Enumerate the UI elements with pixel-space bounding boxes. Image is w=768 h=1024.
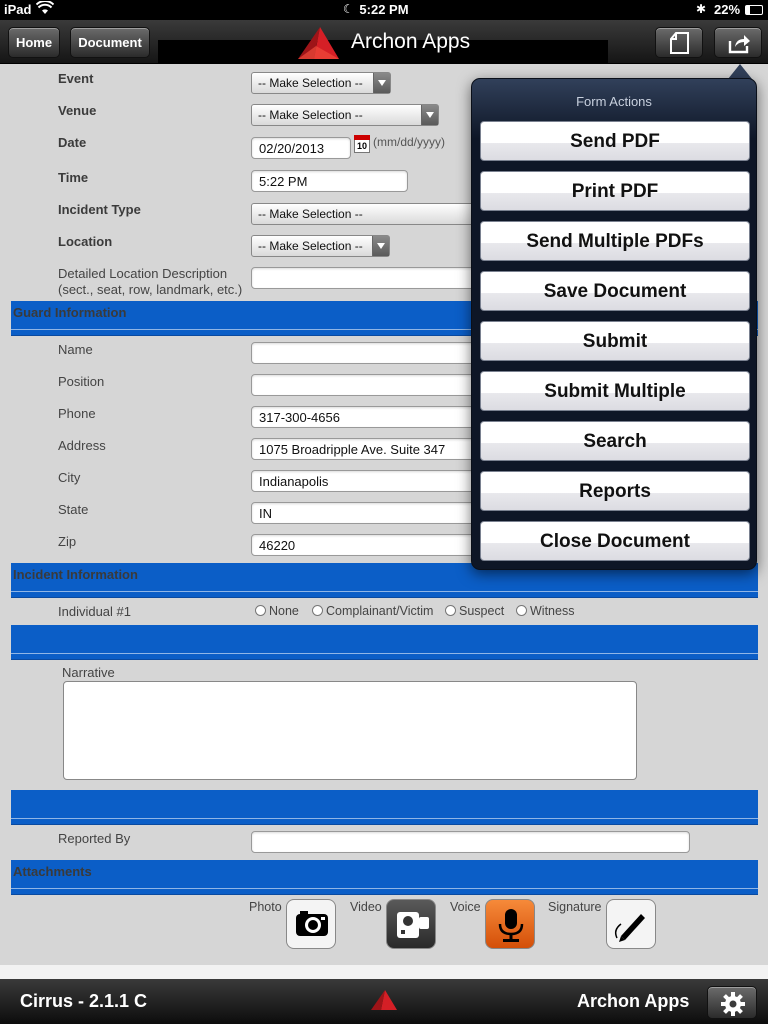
chevron-down-icon: [372, 236, 389, 256]
camera-icon: [287, 900, 337, 950]
share-icon: [727, 31, 751, 55]
battery-percent: 22%: [714, 2, 741, 17]
incident-type-label: Incident Type: [58, 202, 141, 217]
save-document-button[interactable]: Save Document: [480, 271, 750, 311]
top-navigation-bar: [0, 20, 768, 64]
share-button[interactable]: [714, 27, 762, 58]
reports-button[interactable]: Reports: [480, 471, 750, 511]
guard-state-input[interactable]: IN: [251, 502, 481, 524]
guard-position-label: Position: [58, 374, 105, 389]
venue-select-value: -- Make Selection --: [258, 108, 363, 122]
submit-button[interactable]: Submit: [480, 321, 750, 361]
print-pdf-button[interactable]: Print PDF: [480, 171, 750, 211]
gear-icon: [720, 991, 746, 1017]
video-camera-icon: [387, 900, 437, 950]
radio-label: None: [269, 604, 299, 618]
reported-by-input[interactable]: [251, 831, 690, 853]
guard-state-label: State: [58, 502, 89, 517]
radio-witness[interactable]: [516, 604, 574, 618]
guard-phone-input[interactable]: 317-300-4656: [251, 406, 481, 428]
submit-multiple-button[interactable]: Submit Multiple: [480, 371, 750, 411]
time-label: Time: [58, 170, 89, 185]
calendar-icon[interactable]: 10: [354, 135, 370, 153]
guard-phone-label: Phone: [58, 406, 96, 421]
individual-section-band: [11, 625, 758, 660]
event-select-value: -- Make Selection --: [258, 76, 363, 90]
detailed-location-label-line2: (sect., seat, row, landmark, etc.): [58, 282, 243, 297]
video-button[interactable]: [386, 899, 436, 949]
signature-button[interactable]: [606, 899, 656, 949]
popover-title: Form Actions: [576, 94, 652, 109]
popover-arrow: [728, 64, 752, 79]
location-select[interactable]: [251, 235, 390, 257]
guard-zip-label: Zip: [58, 534, 77, 549]
photo-label: Photo: [249, 900, 282, 914]
narrative-label: Narrative: [62, 665, 115, 680]
carrier-label: iPad: [4, 2, 32, 17]
document-button[interactable]: Document: [70, 27, 150, 58]
incident-type-select-value: -- Make Selection --: [258, 207, 363, 221]
send-multiple-pdfs-button[interactable]: Send Multiple PDFs: [480, 221, 750, 261]
radio-complainant-victim[interactable]: [312, 604, 433, 618]
form-actions-popover: [471, 78, 757, 570]
narrative-section-band: [11, 790, 758, 825]
time-input[interactable]: 5:22 PM: [251, 170, 408, 192]
individual-label: Individual #1: [58, 604, 131, 619]
guard-address-input[interactable]: 1075 Broadripple Ave. Suite 347: [251, 438, 481, 460]
search-button[interactable]: Search: [480, 421, 750, 461]
home-button[interactable]: Home: [8, 27, 60, 58]
radio-label: Complainant/Victim: [326, 604, 434, 618]
venue-label: Venue: [58, 103, 97, 118]
section-title: Incident Information: [13, 567, 138, 582]
page-button[interactable]: [655, 27, 703, 58]
event-select[interactable]: [251, 72, 391, 94]
radio-label: Suspect: [459, 604, 505, 618]
archon-logo-icon: [296, 26, 340, 60]
bottom-bar: [0, 979, 768, 1024]
date-label: Date: [58, 135, 87, 150]
video-label: Video: [350, 900, 382, 914]
bluetooth-icon: ✱: [696, 2, 707, 16]
guard-zip-input[interactable]: 46220: [251, 534, 481, 556]
page-icon: [668, 31, 692, 55]
battery-icon: [745, 5, 763, 15]
voice-button[interactable]: [485, 899, 535, 949]
radio-label: Witness: [530, 604, 575, 618]
narrative-textarea[interactable]: [63, 681, 637, 780]
chevron-down-icon: [421, 105, 438, 125]
archon-logo-icon: [370, 989, 398, 1011]
radio-suspect[interactable]: [445, 604, 504, 618]
detailed-location-label-line1: Detailed Location Description: [58, 266, 228, 281]
date-format-hint: (mm/dd/yyyy): [373, 135, 445, 149]
radio-none[interactable]: [255, 604, 299, 618]
photo-button[interactable]: [286, 899, 336, 949]
pen-icon: [607, 900, 657, 950]
guard-name-label: Name: [58, 342, 93, 357]
section-title: Attachments: [13, 864, 92, 879]
venue-select[interactable]: [251, 104, 439, 126]
status-bar: [0, 0, 768, 20]
signature-label: Signature: [548, 900, 602, 914]
incident-type-select[interactable]: [251, 203, 481, 225]
voice-label: Voice: [450, 900, 481, 914]
location-label: Location: [58, 234, 113, 249]
guard-city-input[interactable]: Indianapolis: [251, 470, 481, 492]
section-title: Guard Information: [13, 305, 127, 320]
event-label: Event: [58, 71, 94, 86]
detailed-location-input[interactable]: [251, 267, 481, 289]
send-pdf-button[interactable]: Send PDF: [480, 121, 750, 161]
chevron-down-icon: [373, 73, 390, 93]
location-select-value: -- Make Selection --: [258, 239, 363, 253]
settings-button[interactable]: [707, 986, 757, 1019]
reported-by-label: Reported By: [58, 831, 131, 846]
guard-name-input[interactable]: [251, 342, 481, 364]
moon-icon: ☾: [343, 2, 354, 16]
footer-brand: Archon Apps: [577, 991, 690, 1011]
guard-position-input[interactable]: [251, 374, 481, 396]
microphone-icon: [486, 900, 536, 950]
attachments-section: [11, 860, 758, 895]
date-input[interactable]: 02/20/2013: [251, 137, 351, 159]
guard-address-label: Address: [58, 438, 106, 453]
status-time: 5:22 PM: [359, 2, 409, 17]
app-brand-title: Archon Apps: [351, 30, 471, 53]
close-document-button[interactable]: Close Document: [480, 521, 750, 561]
guard-city-label: City: [58, 470, 81, 485]
app-version: Cirrus - 2.1.1 C: [20, 991, 148, 1011]
